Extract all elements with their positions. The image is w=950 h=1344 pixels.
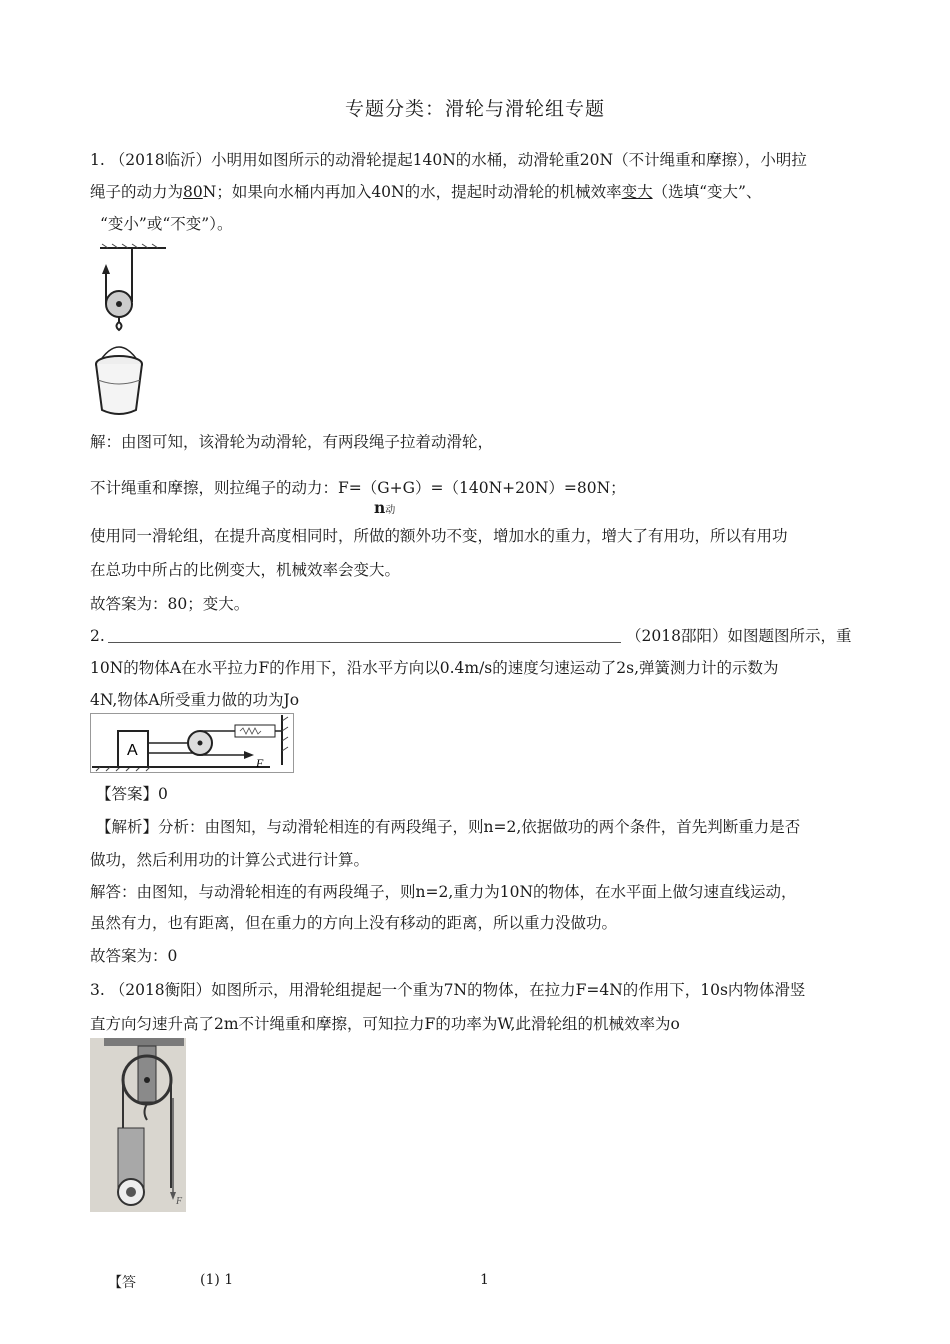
q3-line1: 3. （2018衡阳）如图所示，用滑轮组提起一个重为7N的物体，在拉力F=4N的作用下，10s内物体滑竖	[90, 981, 806, 999]
q1-solution-line1: 解：由图可知，该滑轮为动滑轮，有两段绳子拉着动滑轮，	[90, 433, 494, 451]
q1-line2: 绳子的动力为80N；如果向水桶内再加入40N的水，提起时动滑轮的机械效率变大（选填“变大”、	[90, 183, 762, 201]
q1-blank2: 变大	[621, 183, 653, 201]
q2-line2: 10N的物体A在水平拉力F的作用下，沿水平方向以0.4m/s的速度匀速运动了2s,弹簧测力计的示数为	[90, 659, 779, 677]
q2-solution-line2: 虽然有力，也有距离，但在重力的方向上没有移动的距离，所以重力没做功。	[90, 914, 618, 932]
q1-line1: 1. （2018临沂）小明用如图所示的动滑轮提起140N的水桶，动滑轮重20N（不计绳重和摩擦），小明拉	[90, 151, 807, 169]
q2-force-label: F	[256, 756, 264, 770]
page-number: 1	[480, 1272, 489, 1288]
q1-blank1: 80	[183, 183, 203, 201]
q2-answer: 【答案】0	[96, 785, 168, 803]
q1-solution-line2: 不计绳重和摩擦，则拉绳子的动力：F=（G+G）=（140N+20N）=80N；	[90, 479, 626, 497]
q1-solution-line3: 使用同一滑轮组，在提升高度相同时，所做的额外功不变，增加水的重力，增大了有用功，所以有用功	[90, 527, 788, 545]
q2-line1: （2018邵阳）如图题图所示，重	[626, 627, 852, 645]
q3-pulley-system-figure	[90, 1038, 186, 1212]
q2-blank-line	[108, 642, 621, 643]
q2-analysis-line1: 【解析】分析：由图知，与动滑轮相连的有两段绳子，则n=2,依据做功的两个条件，首先判断重力是否	[96, 818, 801, 836]
q2-block-label: A	[127, 742, 138, 759]
q3-force-label: F	[176, 1196, 183, 1207]
page-title: 专题分类：滑轮与滑轮组专题	[344, 98, 605, 120]
footer-number-fragment: (1) 1	[200, 1272, 234, 1288]
q2-horizontal-pulley-figure	[90, 713, 294, 773]
q1-line3: “变小”或“不变”）。	[100, 215, 233, 233]
q1-solution-sub: n动	[374, 498, 396, 517]
q3-line2: 直方向匀速升高了2m不计绳重和摩擦，可知拉力F的功率为W,此滑轮组的机械效率为o	[90, 1015, 680, 1033]
q2-solution-line1: 解答：由图知，与动滑轮相连的有两段绳子，则n=2,重力为10N的物体，在水平面上做匀速直线运动，	[90, 883, 797, 901]
q2-analysis-line2: 做功，然后利用功的计算公式进行计算。	[90, 851, 370, 869]
footer-answer-fragment: 【答	[108, 1275, 136, 1291]
q2-number: 2.	[90, 627, 105, 645]
q2-line3: 4N,物体A所受重力做的功为Jo	[90, 691, 300, 709]
q2-final-answer: 故答案为：0	[90, 947, 178, 965]
q1-solution-line4: 在总功中所占的比例变大，机械效率会变大。	[90, 561, 401, 579]
q1-answer: 故答案为：80；变大。	[90, 595, 250, 613]
q1-pulley-bucket-figure	[88, 242, 168, 422]
